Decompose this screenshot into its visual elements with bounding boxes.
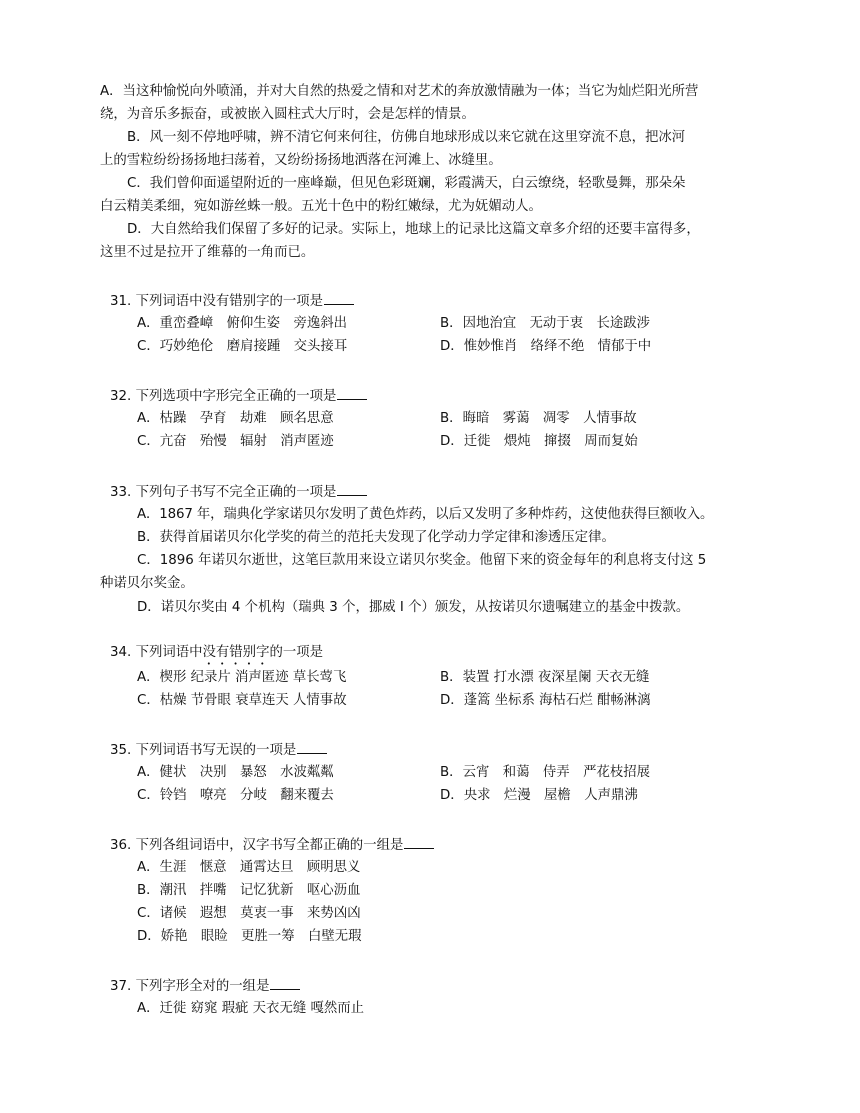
question-35-title (110, 739, 327, 761)
q37-option-a: A．迁徙 窈窕 瑕疵 天衣无缝 嘎然而止 (137, 1001, 365, 1016)
question-37-title (110, 975, 300, 997)
question-33-title (110, 481, 367, 503)
answer-blank (297, 739, 327, 754)
q35-option-b: B．云宵 和蔼 侍弄 严花枝招展 (440, 765, 651, 780)
q36-option-d: D．娇艳 眼睑 更胜一筹 白壁无瑕 (137, 929, 362, 944)
q31-option-a: A．重峦叠嶂 俯仰生姿 旁逸斜出 (137, 316, 348, 331)
q33-option-c-line1: C．1896 年诺贝尔逝世，这笔巨款用来设立诺贝尔奖金。他留下来的资金每年的利息将支付这 5 (137, 553, 707, 568)
q34-option-d: D．蓬篙 坐标系 海枯石烂 酣畅淋漓 (440, 693, 651, 708)
q32-option-a: A．枯躁 孕育 劫难 顾名思意 (137, 411, 334, 426)
question-number: 31. (110, 294, 132, 309)
question-32-title (110, 385, 367, 407)
intro-d-line2: 这里不过是拉开了维幕的一角而已。 (100, 245, 315, 260)
answer-blank (324, 290, 354, 305)
question-number: 37. (110, 979, 132, 994)
question-number: 36. (110, 838, 132, 853)
q33-option-b: B．获得首届诺贝尔化学奖的荷兰的范托夫发现了化学动力学定律和渗透压定律。 (137, 530, 615, 545)
question-text: 下列选项中字形完全正确的一项是 (135, 389, 337, 404)
q35-option-d: D．央求 烂漫 屋檐 人声鼎沸 (440, 788, 638, 803)
question-34-title (110, 643, 323, 668)
answer-blank (404, 834, 434, 849)
q36-option-a: A．生涯 惬意 通霄达旦 顾明思义 (137, 860, 361, 875)
question-number: 33. (110, 485, 132, 500)
answer-blank (337, 481, 367, 496)
question-text-post: 的一项是 (269, 645, 324, 660)
q36-option-b: B．潮汛 拌嘴 记忆犹新 呕心沥血 (137, 883, 361, 898)
q34-option-b: B．装置 打水漂 夜深星阑 天衣无缝 (440, 670, 650, 685)
intro-b-line1: B．风一刻不停地呼啸，辨不清它何来何往，仿佛自地球形成以来它就在这里穿流不息，把冰河 (127, 130, 686, 145)
answer-blank (270, 975, 300, 990)
question-text: 下列词语中没有错别字的一项是 (135, 294, 324, 309)
question-text: 下列字形全对的一组是 (135, 979, 270, 994)
q32-option-c: C．亢奋 殆慢 辐射 消声匿迹 (137, 434, 334, 449)
intro-passage (100, 80, 772, 264)
question-36-title (110, 834, 434, 856)
q31-option-c: C．巧妙绝伦 磨肩接踵 交头接耳 (137, 339, 348, 354)
q33-option-a: A．1867 年，瑞典化学家诺贝尔发明了黄色炸药，以后又发明了多种炸药，这使他获得巨额收入。 (137, 507, 714, 522)
q32-option-d: D．迁徙 煨炖 撺掇 周而复始 (440, 434, 638, 449)
answer-blank (337, 385, 367, 400)
q33-option-c-line2: 种诺贝尔奖金。 (100, 576, 194, 591)
intro-c-line2: 白云精美柔细，宛如游丝蛛一般。五光十色中的粉红嫩绿，尤为妩媚动人。 (100, 199, 542, 214)
intro-a-line1: A．当这种愉悦向外喷涌，并对大自然的热爱之情和对艺术的奔放激情融为一体；当它为灿烂阳光所营 (100, 84, 699, 99)
question-text: 下列句子书写不完全正确的一项是 (135, 485, 337, 500)
question-text: 下列各组词语中，汉字书写全都正确的一组是 (135, 838, 404, 853)
question-text-pre: 下列词语中 (135, 645, 203, 660)
question-number: 34. (110, 645, 132, 660)
emphasized-text: 没有错别字 (202, 645, 270, 660)
q35-option-c: C．铃铛 嘹亮 分岐 翻来覆去 (137, 788, 334, 803)
q33-option-d: D．诺贝尔奖由 4 个机构（瑞典 3 个，挪威 I 个）颁发，从按诺贝尔遗嘱建立的基金中拨款。 (137, 600, 690, 615)
q34-option-c: C．枯燥 节骨眼 衰草连天 人情事故 (137, 693, 347, 708)
question-31-title (110, 290, 354, 312)
q35-option-a: A．健状 决别 暴怒 水波粼粼 (137, 765, 334, 780)
intro-b-line2: 上的雪粒纷纷扬扬地扫荡着，又纷纷扬扬地洒落在河滩上、冰缝里。 (100, 153, 502, 168)
q34-option-a: A．楔形 纪录片 消声匿迹 草长莺飞 (137, 670, 347, 685)
intro-d-line1: D．大自然给我们保留了多好的记录。实际上，地球上的记录比这篇文章多介绍的还要丰富得多， (127, 222, 700, 237)
q36-option-c: C．诸候 遐想 莫衷一事 来势凶凶 (137, 906, 361, 921)
q31-option-b: B．因地治宜 无动于衷 长途跋涉 (440, 316, 651, 331)
question-number: 32. (110, 389, 132, 404)
intro-a-line2: 绕，为音乐多振奋，或被嵌入圆柱式大厅时，会是怎样的情景。 (100, 107, 475, 122)
question-text: 下列词语书写无误的一项是 (135, 743, 297, 758)
intro-c-line1: C．我们曾仰面遥望附近的一座峰巅，但见色彩斑斓，彩霞满天，白云缭绕，轻歌曼舞，那朵朵 (127, 176, 686, 191)
q31-option-d: D．惟妙惟肖 络绎不绝 情郁于中 (440, 339, 652, 354)
q32-option-b: B．晦暗 雾蔼 凋零 人情事故 (440, 411, 637, 426)
question-number: 35. (110, 743, 132, 758)
